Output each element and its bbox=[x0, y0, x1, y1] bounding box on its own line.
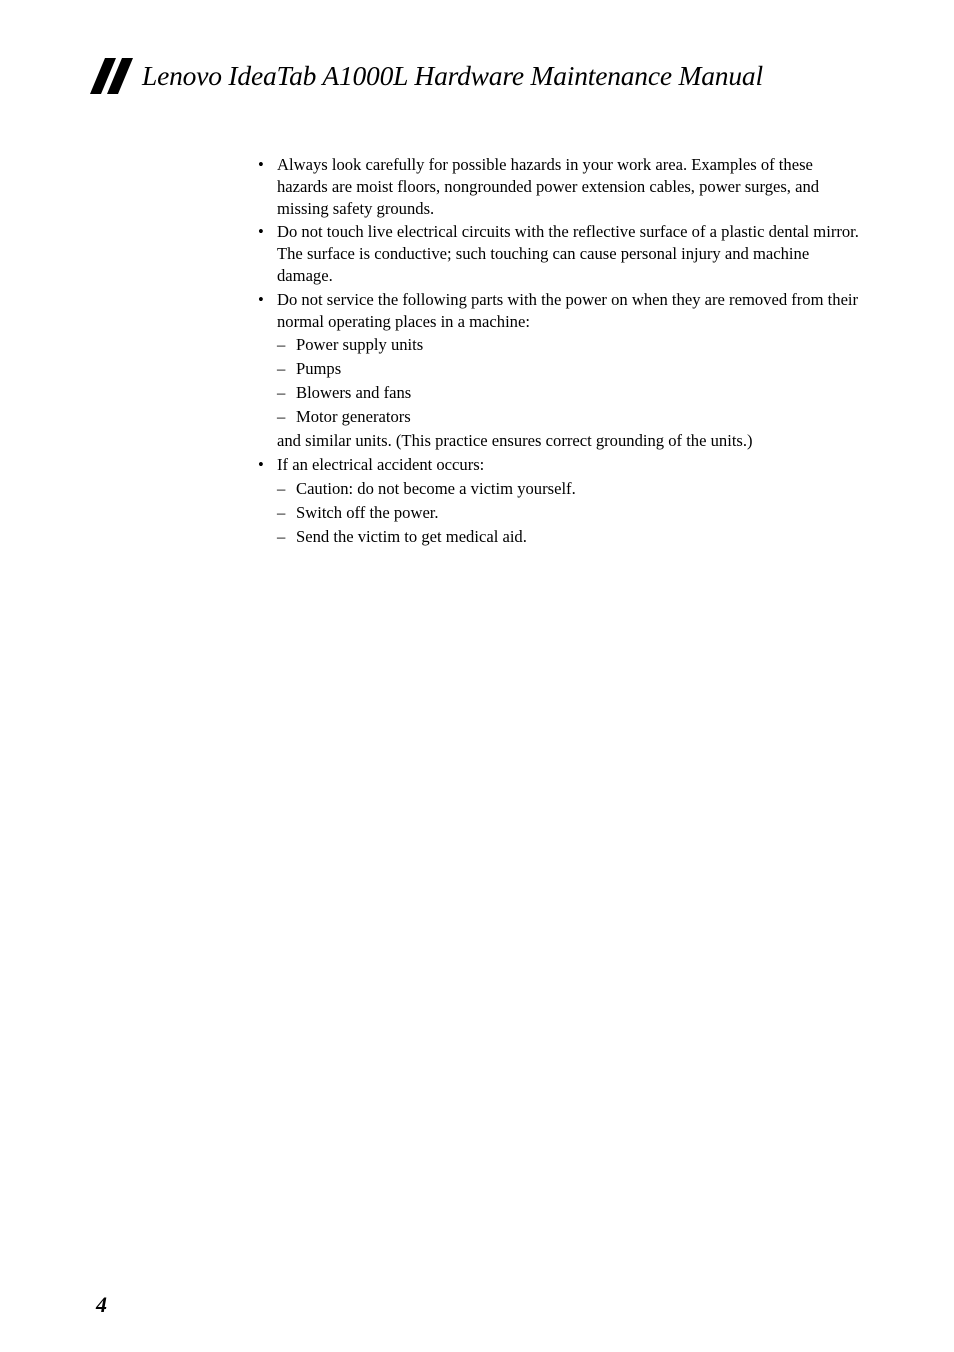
list-item bbox=[256, 289, 866, 452]
sub-list bbox=[277, 334, 866, 428]
list-item bbox=[256, 454, 866, 548]
bullet-list bbox=[256, 154, 866, 548]
list-item bbox=[256, 154, 866, 219]
sub-list bbox=[277, 478, 866, 548]
list-item bbox=[256, 221, 866, 286]
sub-list-item: – Switch off the power. bbox=[277, 502, 866, 524]
sub-list-item: – Blowers and fans bbox=[277, 382, 866, 404]
list-item-text: If an electrical accident occurs: bbox=[277, 455, 485, 475]
list-item-text: Do not service the following parts with the power on when they are removed from their normal operating places in a machine: bbox=[277, 289, 859, 331]
page-number: 4 bbox=[96, 1292, 107, 1317]
list-item-text: Do not touch live electrical circuits with the reflective surface of a plastic dental mirror. The surface is conductive; such touching can cause personal injury and machine damage. bbox=[277, 222, 859, 285]
document-title: Lenovo IdeaTab A1000L Hardware Maintenance Manual bbox=[142, 60, 763, 92]
sub-list-item: – Caution: do not become a victim yourself. bbox=[277, 478, 866, 500]
list-item-text: Always look carefully for possible hazards in your work area. Examples of these hazards are moist floors, nongrounded power extension cables, power surges, and missing safety grounds. bbox=[277, 155, 820, 218]
sub-list-item: – Power supply units bbox=[277, 334, 866, 356]
sub-list-item: – Motor generators bbox=[277, 406, 866, 428]
sub-list-item: – Send the victim to get medical aid. bbox=[277, 526, 866, 548]
sub-list-item: – Pumps bbox=[277, 358, 866, 380]
double-slash-mark-icon bbox=[90, 58, 134, 94]
safety-content bbox=[256, 154, 866, 550]
page-header bbox=[90, 56, 763, 96]
list-item-note: and similar units. (This practice ensures correct grounding of the units.) bbox=[277, 431, 753, 451]
